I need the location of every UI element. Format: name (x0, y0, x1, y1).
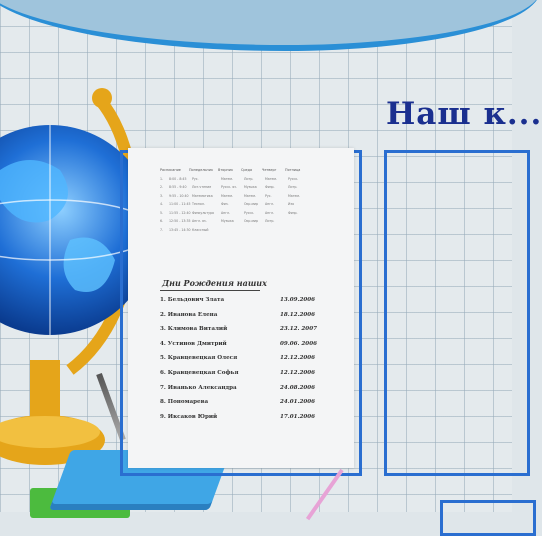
schedule-cell: Окр.мир (244, 202, 258, 206)
schedule-row (160, 194, 340, 203)
schedule-cell: Изо (288, 202, 295, 206)
birthday-row (160, 326, 340, 341)
schedule-cell: Рус. (265, 193, 272, 198)
birthday-name: 3. Климова Виталий (160, 326, 228, 333)
schedule-cell: Литр. (244, 176, 254, 181)
birthday-name: 9. Иксаков Юрий (160, 413, 218, 420)
schedule-row (160, 211, 340, 220)
schedule-cell: 3. (160, 193, 164, 198)
schedule-cell: 7. (160, 227, 164, 232)
birthday-row (160, 341, 340, 356)
birthday-name: 1. Бельдович Злата (160, 297, 225, 303)
schedule-cell: Окр.мир (244, 219, 258, 223)
schedule-cell (288, 219, 308, 228)
birthday-date: 12.12.2006 (280, 369, 316, 376)
birthday-date: 13.09.2006 (280, 297, 316, 303)
schedule-cell (288, 228, 308, 237)
schedule-cell: 5. (160, 210, 164, 215)
schedule-cell: Рус. (192, 176, 199, 181)
birthday-date: 24.01.2006 (280, 399, 316, 406)
schedule-cell: Музыка (244, 185, 257, 189)
schedule-cell: Физкультура (192, 210, 214, 215)
schedule-cell: 6. (160, 219, 164, 223)
schedule-cell: Физ. (221, 202, 229, 206)
schedule-cell: Англ. яз. (192, 219, 207, 223)
schedule-cell: Литр. (265, 219, 275, 223)
schedule-cell: Англ. (265, 210, 274, 215)
schedule-cell: 11:55 - 12:40 (169, 210, 191, 215)
schedule-row (160, 177, 340, 186)
schedule-header: Расписание Понедельник Вторник Среда Четверг Пятница (160, 168, 301, 172)
birthday-row (160, 355, 340, 370)
birthday-name: 8. Пономарева (160, 399, 209, 406)
schedule-cell: Физр. (265, 185, 275, 189)
schedule-cell: Русск. яз. (221, 185, 237, 189)
schedule-cell: Англ. (265, 202, 274, 206)
schedule-cell: Матем. (288, 193, 300, 198)
birthday-date: 18.12.2006 (280, 311, 316, 318)
schedule-cell: Классный (192, 227, 209, 232)
birthday-row (160, 297, 340, 312)
schedule-cell: 13:45 - 14:30 (169, 227, 191, 232)
schedule-row (160, 228, 340, 237)
birthday-title: Дни Рождения наших (162, 278, 267, 288)
birthday-list (160, 278, 340, 428)
birthday-date: 17.01.2006 (280, 413, 316, 420)
schedule-cell: 2. (160, 185, 164, 189)
birthday-row (160, 312, 340, 327)
bottom-frame (440, 500, 536, 536)
schedule-cell: 11:00 - 11:45 (169, 202, 191, 206)
schedule-cell: Физр. (288, 210, 298, 215)
schedule-cell: Лит.чтение (192, 185, 212, 189)
schedule-cell: Русск. (288, 176, 299, 181)
schedule-cell: Матем. (244, 193, 256, 198)
schedule-cell: Технол. (192, 202, 205, 206)
schedule-row (160, 202, 340, 211)
schedule-cell: Литр. (288, 185, 298, 189)
birthday-row (160, 370, 340, 385)
right-frame (384, 150, 530, 476)
schedule-cell: 9:55 - 10:40 (169, 193, 189, 198)
schedule-cell (244, 228, 262, 237)
schedule-cell: Матем. (265, 176, 277, 181)
title-underline (160, 290, 260, 291)
poster-heading: Наш к... (386, 96, 542, 132)
schedule-cell: 8:00 - 8:45 (169, 176, 187, 181)
birthday-name: 2. Иванова Елена (160, 311, 218, 318)
schedule-cell: Русск. (244, 210, 255, 215)
birthday-date: 24.08.2006 (280, 384, 316, 391)
birthday-name: 7. Иванько Александра (160, 384, 237, 391)
schedule-row (160, 219, 340, 228)
schedule-table (160, 168, 340, 236)
schedule-cell: Математика (192, 193, 213, 198)
schedule-cell: 8:55 - 9:40 (169, 185, 187, 189)
schedule-row (160, 185, 340, 194)
schedule-cell (265, 228, 285, 237)
schedule-cell: 1. (160, 176, 164, 181)
schedule-cell: Матем. (221, 176, 233, 181)
birthday-row (160, 414, 340, 429)
birthday-name: 5. Кравцевецкая Олеся (160, 355, 238, 362)
birthday-row (160, 385, 340, 400)
schedule-cell (221, 228, 241, 237)
schedule-cell: 4. (160, 202, 164, 206)
schedule-cell: Музыка (221, 219, 234, 223)
schedule-cell: Матем. (221, 193, 233, 198)
birthday-date: 09.06. 2006 (280, 340, 317, 347)
birthday-row (160, 399, 340, 414)
birthday-date: 12.12.2006 (280, 355, 316, 362)
schedule-cell: Англ. (221, 210, 230, 215)
schedule-cell: 12:50 - 13:35 (169, 219, 191, 223)
birthday-name: 4. Устинов Дмитрий (160, 340, 227, 347)
birthday-date: 23.12. 2007 (280, 326, 317, 333)
birthday-name: 6. Кравцевецкая Софья (160, 369, 239, 376)
